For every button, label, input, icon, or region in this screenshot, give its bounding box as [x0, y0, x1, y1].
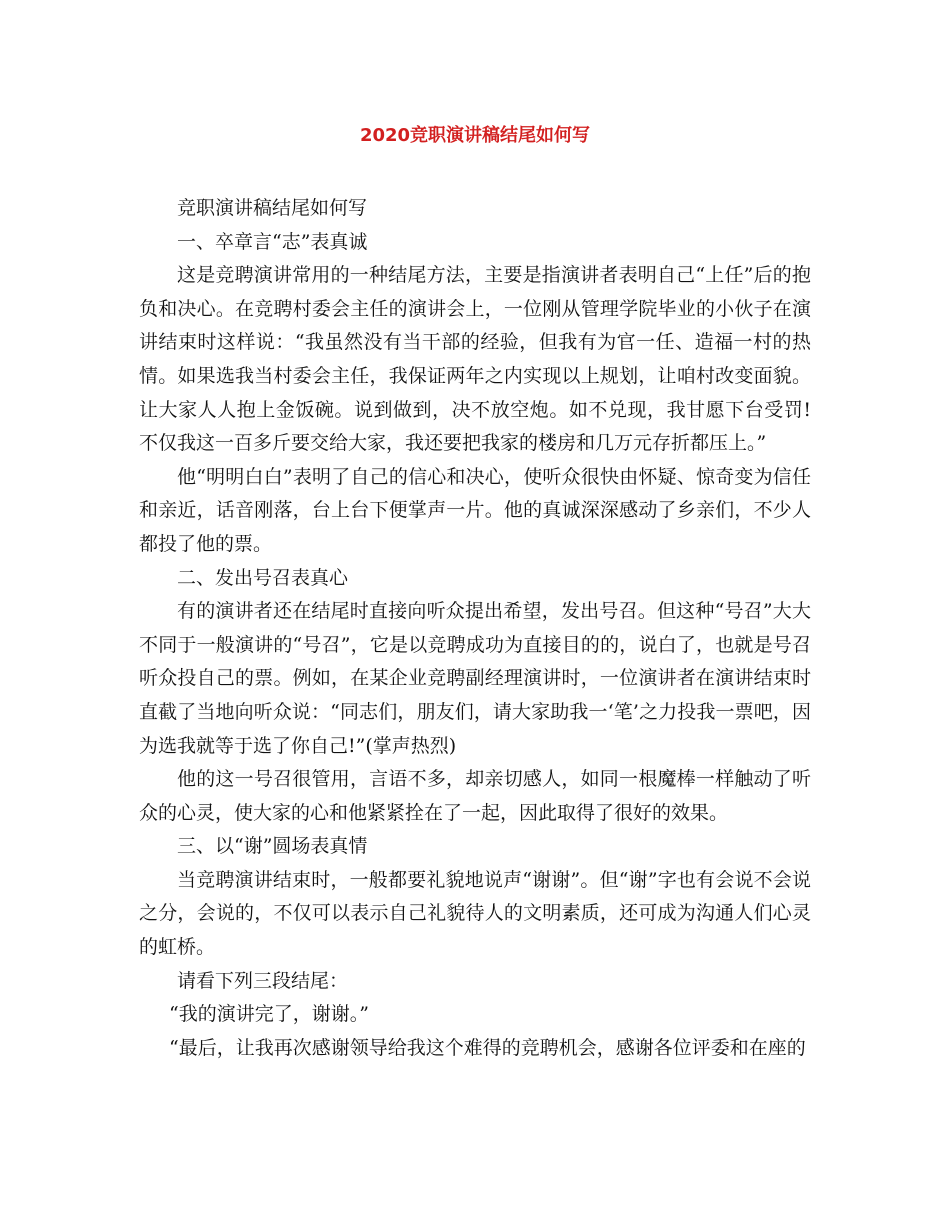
body-paragraph: 他“明明白白”表明了自己的信心和决心，使听众很快由怀疑、惊奇变为信任和亲近，话音刚落，台上台下便掌声一片。他的真诚深深感动了乡亲们，不少人都投了他的票。 [139, 465, 811, 555]
section-heading-1: 一、卒章言“志”表真诚 [177, 230, 368, 253]
body-paragraph: 他的这一号召很管用，言语不多，却亲切感人，如同一根魔棒一样触动了听众的心灵，使大家的心和他紧紧拴在了一起，因此取得了很好的效果。 [139, 768, 811, 824]
body-paragraph: 这是竞聘演讲常用的一种结尾方法，主要是指演讲者表明自己“上任”后的抱负和决心。在竞聘村委会主任的演讲会上，一位刚从管理学院毕业的小伙子在演讲结束时这样说：“我虽然没有当干部的经验，但我有为官一任、造福一村的热情。如果选我当村委会主任，我保证两年之内实现以上规划，让咱村改变面貌。让大家人人抱上金饭碗。说到做到，决不放空炮。如不兑现，我甘愿下台受罚!不仅我这一百多斤要交给大家，我还要把我家的楼房和几万元存折都压上。” [139, 264, 811, 455]
section-heading-2: 二、发出号召表真心 [177, 566, 349, 589]
body-paragraph: 当竞聘演讲结束时，一般都要礼貌地说声“谢谢”。但“谢”字也有会说不会说之分，会说的，不仅可以表示自己礼貌待人的文明素质，还可成为沟通人们心灵的虹桥。 [139, 868, 811, 959]
section-heading-3: 三、以“谢”圆场表真情 [177, 835, 368, 858]
body-paragraph: 请看下列三段结尾： [177, 969, 349, 992]
quote-paragraph: “最后，让我再次感谢领导给我这个难得的竞聘机会，感谢各位评委和在座的 [169, 1036, 806, 1059]
quote-paragraph: “我的演讲完了，谢谢。” [169, 1003, 369, 1026]
subtitle-paragraph: 竞职演讲稿结尾如何写 [177, 197, 368, 219]
document-title: 2020竞职演讲稿结尾如何写 [359, 125, 591, 146]
body-paragraph: 有的演讲者还在结尾时直接向听众提出希望，发出号召。但这种“号召”大大不同于一般演讲的“号召”，它是以竞聘成功为直接目的的，说白了，也就是号召听众投自己的票。例如，在某企业竞聘副经理演讲时，一位演讲者在演讲结束时直截了当地向听众说：“同志们，朋友们，请大家助我一‘笔’之力投我一票吧，因为选我就等于选了你自己!”(掌声热烈) [139, 600, 811, 757]
document-body [139, 192, 811, 1065]
